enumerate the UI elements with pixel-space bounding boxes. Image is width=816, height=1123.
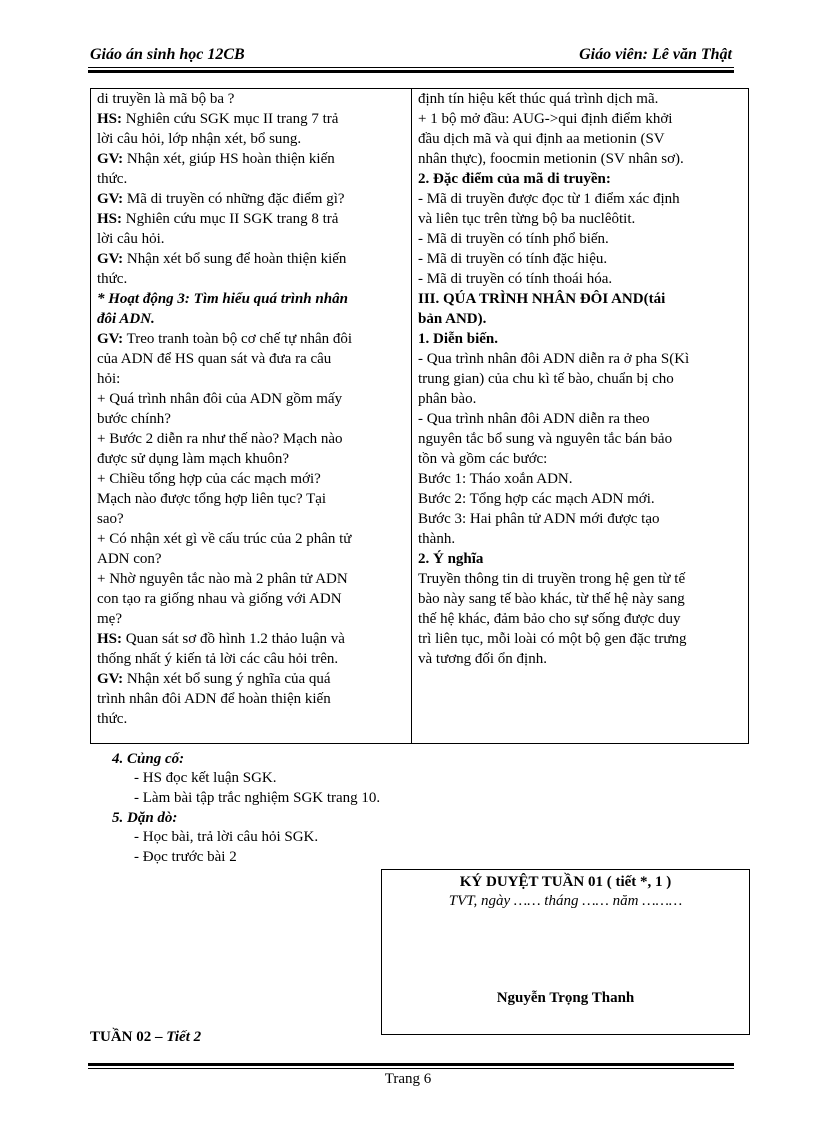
emphasis-text: GV: [97, 331, 124, 347]
right-line [418, 389, 745, 409]
body-text: thống nhất ý kiến tả lời các câu hỏi trên. [97, 651, 339, 667]
body-text: - Qua trình nhân đôi ADN diễn ra theo [418, 411, 650, 427]
left-line [97, 369, 403, 389]
right-line [418, 549, 745, 569]
emphasis-text: * Hoạt động 3: Tìm hiểu quá trình nhân [97, 291, 348, 307]
body-text: - Qua trình nhân đôi ADN diễn ra ở pha S(Kì [418, 351, 690, 367]
left-line [97, 529, 403, 549]
body-text: - Mã di truyền có tính thoái hóa. [418, 271, 613, 287]
body-text: ADN con? [97, 551, 162, 567]
cungco-item: - Làm bài tập trắc nghiệm SGK trang 10. [134, 790, 381, 806]
left-line [97, 589, 403, 609]
emphasis-text: 2. Ý nghĩa [418, 551, 484, 567]
right-line [418, 229, 745, 249]
body-text: hỏi: [97, 371, 121, 387]
right-line [418, 529, 745, 549]
body-text: bước chính? [97, 411, 171, 427]
left-line [97, 309, 403, 329]
body-text: + Bước 2 diễn ra như thế nào? Mạch nào [97, 431, 343, 447]
right-line [418, 269, 745, 289]
body-text: mẹ? [97, 611, 122, 627]
emphasis-text: 2. Đặc điểm của mã di truyền: [418, 171, 611, 187]
right-line [418, 349, 745, 369]
body-text: bào này sang tế bào khác, từ thế hệ này sang [418, 591, 685, 607]
body-text: và tương đối ổn định. [418, 651, 547, 667]
body-text: Bước 2: Tổng hợp các mạch ADN mới. [418, 491, 655, 507]
emphasis-text: GV: [97, 251, 124, 267]
left-line [97, 329, 403, 349]
body-text: Bước 1: Tháo xoắn ADN. [418, 471, 573, 487]
body-text: - Mã di truyền có tính phổ biến. [418, 231, 609, 247]
left-line [97, 189, 403, 209]
left-line [97, 109, 403, 129]
body-text: + Có nhận xét gì về cấu trúc của 2 phân tử [97, 531, 352, 547]
body-text: Bước 3: Hai phân tử ADN mới được tạo [418, 511, 660, 527]
body-text: trì liên tục, mỗi loài có một bộ gen đặc trưng [418, 631, 687, 647]
right-line [418, 469, 745, 489]
body-text: + Nhờ nguyên tắc nào mà 2 phân tử ADN [97, 571, 348, 587]
right-line [418, 189, 745, 209]
dando-item: - Học bài, trả lời câu hỏi SGK. [134, 829, 319, 845]
left-line [97, 89, 403, 109]
left-line [97, 549, 403, 569]
left-line [97, 629, 403, 649]
body-text: Nhận xét bổ sung ý nghĩa của quá [123, 671, 331, 687]
cungco-item: - HS đọc kết luận SGK. [134, 770, 277, 786]
right-line [418, 149, 745, 169]
emphasis-text: 1. Diễn biến. [418, 331, 499, 347]
body-text: + Quá trình nhân đôi của ADN gồm mấy [97, 391, 343, 407]
left-line [97, 689, 403, 709]
left-line [97, 469, 403, 489]
body-text: sao? [97, 511, 124, 527]
column-divider [411, 89, 412, 743]
lesson-table [90, 88, 749, 744]
right-line [418, 309, 745, 329]
body-text: được sử dụng làm mạch khuôn? [97, 451, 290, 467]
next-period-label: Tiết 2 [166, 1029, 202, 1045]
approval-date: TVT, ngày …… tháng …… năm ……… [448, 893, 683, 909]
body-text: lời câu hỏi. [97, 231, 165, 247]
right-line [418, 89, 745, 109]
left-line [97, 489, 403, 509]
right-line [418, 629, 745, 649]
right-line [418, 249, 745, 269]
left-line [97, 409, 403, 429]
emphasis-text: HS: [97, 631, 123, 647]
right-line [418, 129, 745, 149]
next-week-label: TUẦN 02 – [90, 1029, 167, 1045]
body-text: nhân thực), foocmin metionin (SV nhân sơ). [418, 151, 684, 167]
approver-name: Nguyễn Trọng Thanh [496, 990, 635, 1006]
left-line [97, 509, 403, 529]
right-line [418, 449, 745, 469]
emphasis-text: GV: [97, 191, 124, 207]
approval-title: KÝ DUYỆT TUẦN 01 ( tiết *, 1 ) [459, 874, 672, 890]
left-line [97, 389, 403, 409]
left-line [97, 609, 403, 629]
emphasis-text: bản AND). [418, 311, 487, 327]
emphasis-text: HS: [97, 111, 123, 127]
body-text: Nghiên cứu SGK mục II trang 7 trả [122, 111, 339, 127]
header-rule-thick [88, 70, 734, 73]
body-text: thức. [97, 711, 128, 727]
body-text: - Mã di truyền được đọc từ 1 điểm xác định [418, 191, 680, 207]
header-title: Giáo án sinh học 12CB [90, 46, 245, 63]
header-teacher: Giáo viên: Lê văn Thật [579, 46, 732, 63]
body-text: + 1 bộ mở đầu: AUG->qui định điểm khởi [418, 111, 673, 127]
right-line [418, 409, 745, 429]
body-text: - Mã di truyền có tính đặc hiệu. [418, 251, 608, 267]
body-text: tồn và gồm các bước: [418, 451, 548, 467]
body-text: di truyền là mã bộ ba ? [97, 91, 235, 107]
body-text: Nhận xét, giúp HS hoàn thiện kiến [123, 151, 335, 167]
right-line [418, 589, 745, 609]
left-line [97, 429, 403, 449]
left-line [97, 249, 403, 269]
teacher-student-activities-column [97, 89, 403, 729]
page-number: Trang 6 [384, 1071, 432, 1087]
lesson-content-column [418, 89, 745, 669]
body-text: của ADN để HS quan sát và đưa ra câu [97, 351, 332, 367]
body-text: đầu dịch mã và qui định aa metionin (SV [418, 131, 665, 147]
emphasis-text: HS: [97, 211, 123, 227]
body-text: trình nhân đôi ADN để hoàn thiện kiến [97, 691, 331, 707]
body-text: + Chiều tổng hợp của các mạch mới? [97, 471, 321, 487]
approval-signature-box [381, 869, 750, 1035]
section-title-cungco: 4. Củng cố: [112, 751, 185, 767]
right-line [418, 649, 745, 669]
emphasis-text: GV: [97, 151, 124, 167]
left-line [97, 269, 403, 289]
body-text: Mạch nào được tổng hợp liên tục? Tại [97, 491, 327, 507]
emphasis-text: GV: [97, 671, 124, 687]
left-line [97, 649, 403, 669]
header-rule-thin [88, 67, 734, 68]
footer-rule-thin [88, 1068, 734, 1069]
left-line [97, 349, 403, 369]
left-line [97, 669, 403, 689]
section-title-dando: 5. Dặn dò: [112, 810, 178, 826]
emphasis-text: III. QÚA TRÌNH NHÂN ĐÔI AND(tái [418, 291, 666, 307]
body-text: Nghiên cứu mục II SGK trang 8 trả [122, 211, 339, 227]
body-text: thế hệ khác, đảm bảo cho sự sống được duy [418, 611, 681, 627]
footer-rule-thick [88, 1063, 734, 1066]
next-lesson-heading [90, 1027, 201, 1047]
left-line [97, 289, 403, 309]
body-text: Truyền thông tin di truyền trong hệ gen từ tế [418, 571, 686, 587]
left-line [97, 449, 403, 469]
left-line [97, 229, 403, 249]
body-text: Nhận xét bổ sung để hoàn thiện kiến [123, 251, 347, 267]
right-line [418, 489, 745, 509]
body-text: phân bào. [418, 391, 477, 407]
left-line [97, 149, 403, 169]
body-text: nguyên tắc bổ sung và nguyên tắc bán bảo [418, 431, 673, 447]
right-line [418, 569, 745, 589]
body-text: lời câu hỏi, lớp nhận xét, bổ sung. [97, 131, 302, 147]
right-line [418, 429, 745, 449]
emphasis-text: đôi ADN. [97, 311, 155, 327]
body-text: Mã di truyền có những đặc điểm gì? [123, 191, 345, 207]
body-text: Treo tranh toàn bộ cơ chế tự nhân đôi [123, 331, 353, 347]
left-line [97, 569, 403, 589]
body-text: con tạo ra giống nhau và giống với ADN [97, 591, 342, 607]
body-text: trung gian) của chu kì tế bào, chuẩn bị cho [418, 371, 674, 387]
body-text: thành. [418, 531, 456, 547]
left-line [97, 129, 403, 149]
body-text: Quan sát sơ đồ hình 1.2 thảo luận và [122, 631, 345, 647]
right-line [418, 289, 745, 309]
left-line [97, 709, 403, 729]
left-line [97, 209, 403, 229]
right-line [418, 369, 745, 389]
dando-item: - Đọc trước bài 2 [134, 849, 237, 865]
right-line [418, 509, 745, 529]
right-line [418, 329, 745, 349]
left-line [97, 169, 403, 189]
right-line [418, 609, 745, 629]
body-text: thức. [97, 171, 128, 187]
body-text: định tín hiệu kết thúc quá trình dịch mã. [418, 91, 659, 107]
right-line [418, 109, 745, 129]
body-text: thức. [97, 271, 128, 287]
body-text: và liên tục trên từng bộ ba nuclêôtit. [418, 211, 636, 227]
right-line [418, 169, 745, 189]
right-line [418, 209, 745, 229]
